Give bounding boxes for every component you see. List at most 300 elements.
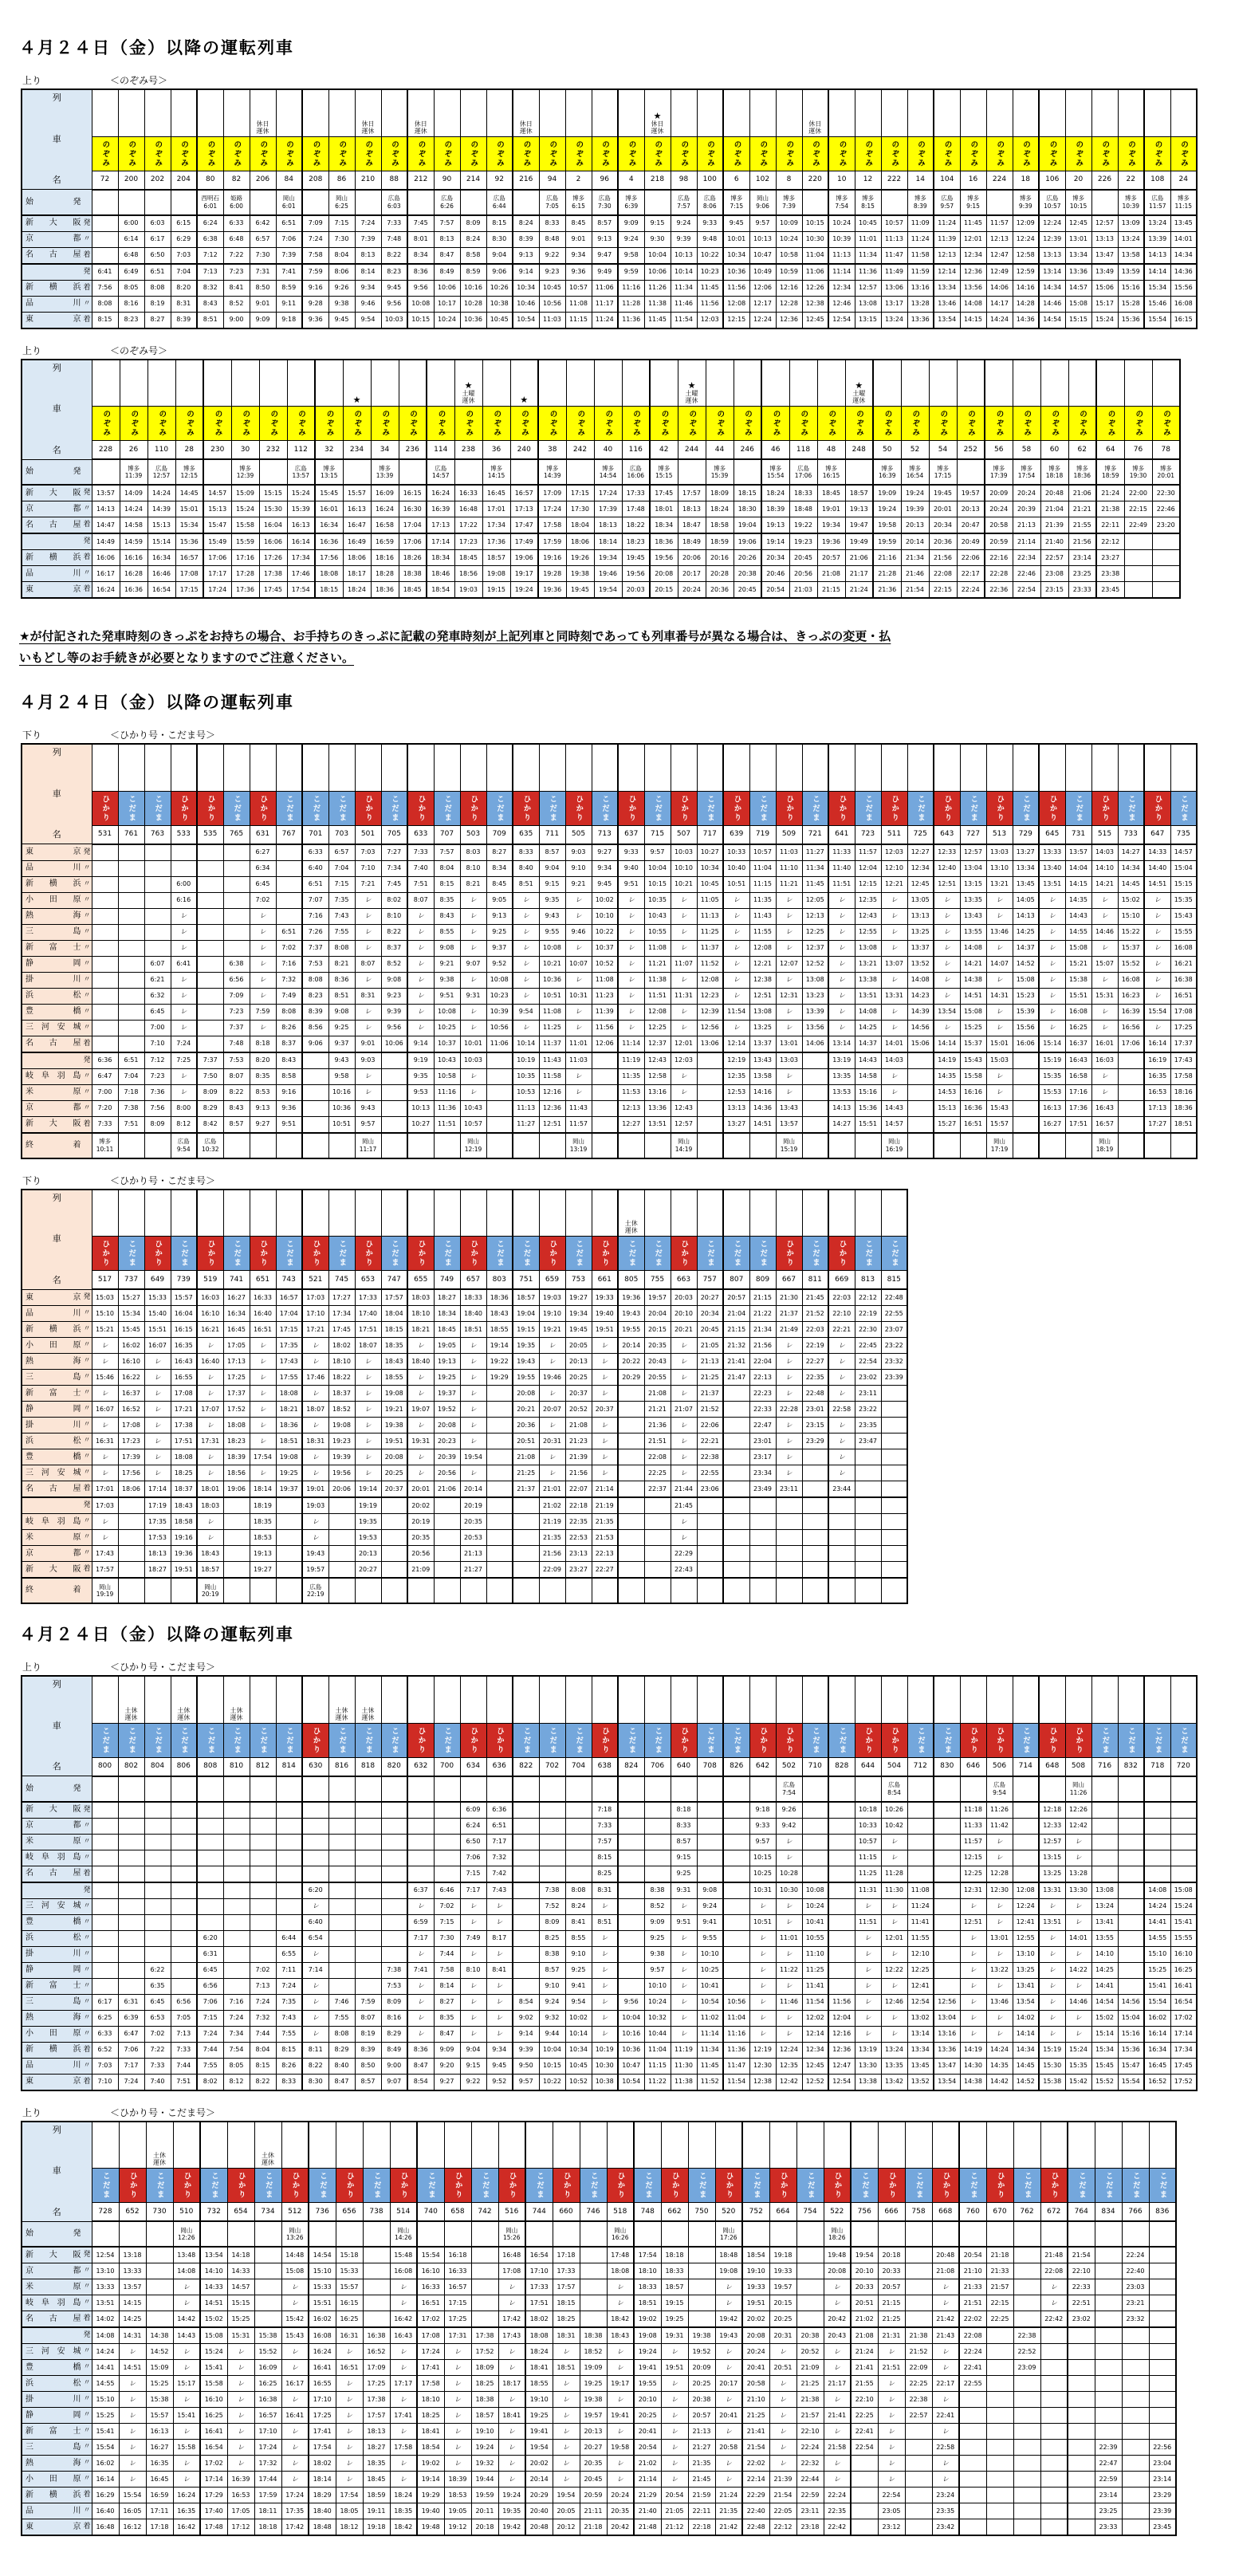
train-type-vertical-text: のぞみ xyxy=(158,410,166,438)
time-cell: 15:22 xyxy=(1118,924,1144,940)
time-cell: 18:31 xyxy=(302,1434,328,1449)
service-note-cell xyxy=(824,2122,851,2169)
service-note-cell xyxy=(276,1190,302,1237)
train-type-vertical-text: こだま xyxy=(838,1727,846,1755)
time-cell: 16:08 xyxy=(1118,972,1144,988)
time-cell: 9:08 xyxy=(381,972,407,988)
time-cell xyxy=(118,190,144,215)
service-note-cell xyxy=(828,744,855,791)
time-cell: 18:23 xyxy=(223,1434,250,1449)
time-cell: 16:57 xyxy=(510,485,538,501)
time-cell xyxy=(390,2221,417,2247)
origin-terminal-line: 12:39 xyxy=(232,472,259,479)
time-cell xyxy=(1118,1116,1144,1133)
time-cell: 18:28 xyxy=(371,566,399,582)
time-cell xyxy=(618,1514,644,1530)
time-cell: 9:57 xyxy=(513,2074,539,2090)
time-cell: 6:33 xyxy=(302,844,328,861)
time-cell: 22:24 xyxy=(1122,2247,1149,2263)
origin-terminal-line: 広島 xyxy=(1145,195,1170,202)
train-type-cell xyxy=(607,2169,634,2203)
train-number-cell: 202 xyxy=(144,171,171,189)
time-cell: 20:21 xyxy=(671,1322,697,1338)
time-cell xyxy=(723,1930,749,1946)
time-cell xyxy=(486,1386,513,1402)
service-note-cell xyxy=(434,89,460,136)
note-line: ★ xyxy=(344,395,371,404)
service-note-cell xyxy=(250,744,276,791)
time-cell: 13:37 xyxy=(749,1036,776,1052)
origin-terminal-line: 博多 xyxy=(316,465,343,472)
time-cell: 10:51 xyxy=(328,1116,355,1133)
time-cell xyxy=(828,1546,855,1562)
time-cell: 8:49 xyxy=(434,264,460,281)
time-cell: レ xyxy=(565,908,592,924)
train-type-vertical-text: のぞみ xyxy=(521,410,529,438)
note-line: 休日 xyxy=(408,120,434,128)
train-type-vertical-text: こだま xyxy=(970,795,977,823)
time-cell: 6:16 xyxy=(171,892,197,908)
time-cell: 9:10 xyxy=(539,1978,565,1994)
time-cell: レ xyxy=(881,972,907,988)
time-cell xyxy=(985,459,1013,485)
time-cell: 13:24 xyxy=(881,312,907,328)
time-cell: 21:22 xyxy=(749,1306,776,1322)
note-line: 運休 xyxy=(171,1714,197,1721)
note-line: 土休 xyxy=(329,1707,355,1714)
train-type-cell xyxy=(147,407,175,441)
time-cell: 7:33 xyxy=(144,2058,171,2074)
time-cell: 16:37 xyxy=(118,1386,144,1402)
station-name xyxy=(22,1373,83,1382)
station-name-char: 東 xyxy=(26,585,33,595)
train-type-vertical-text: のぞみ xyxy=(744,410,752,438)
time-cell: レ xyxy=(828,956,855,972)
station-label xyxy=(22,517,92,533)
time-cell xyxy=(1149,2344,1176,2360)
train-number-cell: 204 xyxy=(171,171,197,189)
train-type-cell xyxy=(618,136,644,171)
time-cell xyxy=(802,1514,828,1530)
time-cell: 15:55 xyxy=(1170,1930,1197,1946)
time-cell xyxy=(901,459,929,485)
station-name-char: 名 xyxy=(26,250,33,260)
time-cell: 12:56 xyxy=(934,1994,960,2010)
station-name xyxy=(22,975,83,985)
time-cell: 8:15 xyxy=(276,2042,302,2058)
time-cell: 8:08 xyxy=(276,1004,302,1020)
time-cell: 11:25 xyxy=(697,924,723,940)
time-cell xyxy=(407,1776,434,1802)
station-label xyxy=(22,566,92,581)
time-cell xyxy=(118,1866,144,1882)
station-name-char: 東 xyxy=(26,2077,33,2086)
time-cell: 11:06 xyxy=(592,280,618,296)
time-cell: 18:58 xyxy=(706,517,734,534)
origin-terminal-line: 16:26 xyxy=(608,2234,634,2241)
time-cell: 7:16 xyxy=(223,1994,250,2010)
time-cell: 7:23 xyxy=(223,264,250,281)
train-number-cell: 820 xyxy=(381,1757,407,1776)
time-cell xyxy=(934,1898,960,1914)
time-cell: 8:18 xyxy=(250,1036,276,1052)
train-type-vertical-text: ひかり xyxy=(891,1727,899,1755)
time-cell: 14:15 xyxy=(119,2295,146,2311)
train-number-cell: 641 xyxy=(828,825,855,844)
time-cell: 17:18 xyxy=(553,2247,580,2263)
station-name xyxy=(22,218,83,228)
train-number-cell: 208 xyxy=(302,171,328,189)
train-type-vertical-text: こだま xyxy=(481,2172,489,2200)
time-cell: 7:24 xyxy=(250,1994,276,2010)
train-number-row xyxy=(22,2203,1176,2221)
train-type-cell xyxy=(118,1237,144,1271)
train-number-cell: 88 xyxy=(381,171,407,189)
time-cell: 10:10 xyxy=(697,1946,723,1962)
station-label xyxy=(22,2311,92,2326)
origin-terminal-line: 博多 xyxy=(1013,465,1040,472)
origin-terminal-line: 岡山 xyxy=(882,1138,907,1145)
time-cell: 16:52 xyxy=(1144,2074,1170,2090)
time-cell: 7:10 xyxy=(355,860,381,876)
time-cell: 15:36 xyxy=(175,533,203,550)
time-cell: レ xyxy=(592,1434,618,1449)
time-cell: 11:19 xyxy=(671,2042,697,2058)
time-cell: 23:03 xyxy=(1122,2279,1149,2295)
arrive-depart-mark: 〃 xyxy=(83,1389,92,1397)
time-cell: 22:03 xyxy=(828,1289,855,1306)
service-note-cell xyxy=(118,1676,144,1723)
train-type-vertical-text: こだま xyxy=(654,1240,662,1268)
time-cell: 6:52 xyxy=(92,2042,118,2058)
time-cell: 16:02 xyxy=(309,2311,336,2328)
time-cell: 15:34 xyxy=(1091,2042,1118,2058)
time-cell: 18:34 xyxy=(434,1306,460,1322)
time-cell xyxy=(118,1818,144,1834)
time-cell: 7:41 xyxy=(276,264,302,281)
station-name-char: 小 xyxy=(26,895,33,905)
time-cell xyxy=(276,1898,302,1914)
station-label-cell xyxy=(22,956,92,972)
time-cell: 7:06 xyxy=(118,2042,144,2058)
arrive-depart-mark: 着 xyxy=(83,1485,92,1493)
station-name xyxy=(22,1965,83,1975)
train-type-vertical-text: ひかり xyxy=(1048,1727,1056,1755)
time-cell xyxy=(618,1449,644,1465)
train-type-cell xyxy=(592,791,618,825)
time-cell xyxy=(223,1882,250,1899)
time-cell: 18:24 xyxy=(525,2344,553,2360)
time-cell: 7:04 xyxy=(171,264,197,281)
time-cell: 9:02 xyxy=(513,2010,539,2026)
origin-terminal-line: 19:19 xyxy=(92,1591,118,1598)
station-row xyxy=(22,908,1197,924)
time-cell: 19:28 xyxy=(538,566,566,582)
time-cell: レ xyxy=(460,1898,486,1914)
time-cell: 12:45 xyxy=(1065,215,1091,232)
time-cell xyxy=(644,1802,671,1819)
time-cell: レ xyxy=(144,1465,171,1481)
service-note-cell xyxy=(390,2122,417,2169)
time-cell: レ xyxy=(986,908,1013,924)
train-type-vertical-text: こだま xyxy=(1127,1727,1135,1755)
time-cell: 21:08 xyxy=(565,1418,592,1434)
service-note-cell xyxy=(618,744,644,791)
time-cell: 19:06 xyxy=(223,1481,250,1498)
time-cell: 10:56 xyxy=(539,296,565,312)
train-type-cell xyxy=(553,2169,580,2203)
time-cell: 14:40 xyxy=(1144,860,1170,876)
time-cell: 14:24 xyxy=(986,2042,1013,2058)
service-note-cell xyxy=(417,2122,444,2169)
time-cell: レ xyxy=(881,1020,907,1036)
time-cell xyxy=(223,190,250,215)
time-cell xyxy=(171,1898,197,1914)
time-cell: レ xyxy=(671,1084,697,1100)
time-cell: 19:55 xyxy=(618,1322,644,1338)
time-cell: レ xyxy=(881,1946,907,1962)
time-cell: 12:47 xyxy=(986,247,1013,264)
time-cell: 14:27 xyxy=(1118,844,1144,861)
time-cell: 9:18 xyxy=(749,1802,776,1819)
time-cell: レ xyxy=(407,2026,434,2042)
time-cell: 10:26 xyxy=(881,1802,907,1819)
train-number-cell: 809 xyxy=(749,1271,776,1289)
time-cell: 8:31 xyxy=(592,1882,618,1899)
origin-terminal-line: 岡山 xyxy=(198,1583,223,1591)
time-cell: レ xyxy=(1091,1004,1118,1020)
time-cell: 8:41 xyxy=(223,280,250,296)
note-line: ★ xyxy=(678,381,706,390)
origin-terminal-line: 17:15 xyxy=(930,472,957,479)
time-cell: レ xyxy=(671,1994,697,2010)
origin-terminal-line: 博多 xyxy=(706,465,734,472)
train-type-vertical-text: こだま xyxy=(861,2172,869,2200)
time-cell: 21:23 xyxy=(565,1434,592,1449)
station-name-char: 岐 xyxy=(26,1517,33,1527)
header-notes-row xyxy=(22,1676,1197,1723)
time-cell: 21:52 xyxy=(802,1306,828,1322)
arrive-depart-mark: 〃 xyxy=(83,976,92,984)
station-row xyxy=(22,1084,1197,1100)
time-cell: レ xyxy=(1039,956,1065,972)
time-cell xyxy=(688,2247,715,2263)
service-note-cell xyxy=(513,1190,539,1237)
station-label xyxy=(22,973,92,988)
time-cell xyxy=(223,1978,250,1994)
time-cell: 20:24 xyxy=(1013,485,1040,501)
train-number-cell: 230 xyxy=(203,441,231,459)
station-label-cell xyxy=(22,1776,92,1802)
time-cell: 16:47 xyxy=(343,517,371,534)
station-label xyxy=(22,1465,92,1481)
time-cell: 14:08 xyxy=(855,1004,881,1020)
station-label xyxy=(22,909,92,924)
time-cell: 12:27 xyxy=(618,1116,644,1133)
time-cell: 20:48 xyxy=(1040,485,1068,501)
time-cell: 10:02 xyxy=(565,2010,592,2026)
time-cell: 6:21 xyxy=(144,972,171,988)
time-cell: 22:30 xyxy=(855,1322,881,1338)
station-label-cell xyxy=(22,2026,92,2042)
time-cell: 14:42 xyxy=(986,2074,1013,2090)
time-cell xyxy=(776,1776,802,1802)
train-type-vertical-text: こだま xyxy=(128,1240,136,1268)
time-cell: 17:30 xyxy=(566,501,594,517)
time-cell xyxy=(144,1882,171,1899)
time-cell: レ xyxy=(671,1530,697,1546)
station-name-char: 新 xyxy=(26,2251,33,2260)
time-cell: 12:35 xyxy=(776,2058,802,2074)
time-cell xyxy=(434,190,460,215)
train-type-cell xyxy=(200,2169,227,2203)
time-cell: 8:37 xyxy=(276,1036,302,1052)
time-cell xyxy=(1170,1776,1197,1802)
time-cell: 14:34 xyxy=(1039,280,1065,296)
time-cell: 22:46 xyxy=(1013,566,1040,582)
time-cell: 15:56 xyxy=(1013,1020,1039,1036)
time-cell: レ xyxy=(828,1386,855,1402)
time-cell: 10:53 xyxy=(513,1084,539,1100)
time-cell xyxy=(328,1497,355,1514)
time-cell: レ xyxy=(671,1418,697,1434)
station-row xyxy=(22,2344,1176,2360)
station-row xyxy=(22,1386,907,1402)
station-name xyxy=(22,911,83,921)
time-cell: 19:37 xyxy=(276,1481,302,1498)
time-cell: 9:21 xyxy=(565,876,592,892)
train-type-vertical-text: ひかり xyxy=(364,795,372,823)
time-cell: 16:19 xyxy=(1144,1052,1170,1069)
train-number-cell: 206 xyxy=(250,171,276,189)
train-type-vertical-text: こだま xyxy=(155,2172,163,2200)
station-label xyxy=(22,877,92,892)
time-cell xyxy=(580,2221,607,2247)
time-cell: 19:21 xyxy=(381,1402,407,1418)
time-cell: レ xyxy=(1039,908,1065,924)
time-cell: 8:47 xyxy=(434,247,460,264)
arrive-depart-mark: 〃 xyxy=(83,1325,92,1333)
time-cell xyxy=(634,2221,661,2247)
time-cell: 20:35 xyxy=(407,1530,434,1546)
train-type-cell xyxy=(855,1237,881,1271)
station-label xyxy=(22,1850,92,1866)
train-number-cell: 64 xyxy=(1096,441,1124,459)
time-cell: レ xyxy=(1039,1978,1065,1994)
station-label-cell xyxy=(22,1133,92,1158)
time-cell: 16:24 xyxy=(427,485,454,501)
time-cell xyxy=(538,459,566,485)
arrive-depart-mark: 着 xyxy=(83,521,92,529)
time-cell xyxy=(171,1802,197,1819)
time-cell: 11:39 xyxy=(934,231,960,247)
time-cell: レ xyxy=(881,1834,907,1850)
time-cell: 15:25 xyxy=(960,1020,986,1036)
time-cell: 14:10 xyxy=(1091,1946,1118,1962)
train-number-cell: 715 xyxy=(644,825,671,844)
time-cell xyxy=(905,2311,932,2328)
time-cell: レ xyxy=(855,2010,881,2026)
service-note-cell xyxy=(749,1676,776,1723)
time-cell: 11:25 xyxy=(539,1020,565,1036)
train-type-cell xyxy=(539,1237,565,1271)
time-cell: レ xyxy=(1039,892,1065,908)
train-number-cell: 519 xyxy=(197,1271,223,1289)
time-cell: 6:56 xyxy=(171,1994,197,2010)
time-cell xyxy=(1124,550,1152,566)
time-cell: 20:58 xyxy=(985,517,1013,534)
time-cell: 12:35 xyxy=(855,892,881,908)
time-cell: 7:55 xyxy=(276,2026,302,2042)
time-cell: 10:16 xyxy=(618,2026,644,2042)
time-cell: 13:52 xyxy=(907,956,934,972)
train-type-cell xyxy=(309,2169,336,2203)
time-cell xyxy=(144,908,171,924)
time-cell: 16:09 xyxy=(371,485,399,501)
time-cell: 20:06 xyxy=(328,1481,355,1498)
time-cell xyxy=(565,1834,592,1850)
arrive-depart-mark: 着 xyxy=(83,251,92,259)
time-cell xyxy=(828,1562,855,1579)
time-cell xyxy=(618,1434,644,1449)
station-label xyxy=(22,2360,92,2375)
time-cell: 13:38 xyxy=(855,2074,881,2090)
station-label xyxy=(22,1931,92,1946)
time-cell: 12:51 xyxy=(749,988,776,1004)
time-cell: 19:38 xyxy=(688,2327,715,2344)
time-cell: レ xyxy=(1144,972,1170,988)
station-label xyxy=(22,1036,92,1052)
station-row xyxy=(22,972,1197,988)
time-cell xyxy=(276,1914,302,1930)
train-number-cell: 723 xyxy=(855,825,881,844)
train-type-vertical-text: ひかり xyxy=(417,1727,425,1755)
time-cell: 19:14 xyxy=(761,533,789,550)
time-cell xyxy=(144,1914,171,1930)
time-cell: レ xyxy=(498,2295,525,2311)
time-cell xyxy=(223,908,250,924)
time-cell xyxy=(118,876,144,892)
service-note-cell xyxy=(934,89,960,136)
time-cell: レ xyxy=(460,1418,486,1434)
time-cell: 17:48 xyxy=(607,2247,634,2263)
time-cell xyxy=(592,1776,618,1802)
train-type-cell xyxy=(328,136,355,171)
time-cell: 12:36 xyxy=(539,1100,565,1116)
header-notes-row xyxy=(22,744,1197,791)
time-cell: 23:21 xyxy=(1122,2295,1149,2311)
time-cell: 9:09 xyxy=(644,1914,671,1930)
time-cell: レ xyxy=(671,1386,697,1402)
time-cell: 17:03 xyxy=(92,1497,118,1514)
origin-terminal-line: 岡山 xyxy=(750,195,776,202)
time-cell: レ xyxy=(302,1898,328,1914)
train-type-cell xyxy=(986,791,1013,825)
origin-terminal-line: 13:26 xyxy=(282,2234,309,2241)
station-name-char: 河 xyxy=(41,1023,49,1032)
train-type-cell xyxy=(986,1723,1013,1757)
time-cell: レ xyxy=(171,988,197,1004)
time-cell: 21:53 xyxy=(592,1530,618,1546)
origin-terminal-line: 博多 xyxy=(232,465,259,472)
train-number-cell: 754 xyxy=(796,2203,824,2221)
time-cell: 14:24 xyxy=(986,312,1013,328)
time-cell: 7:20 xyxy=(92,1100,118,1116)
time-cell: 14:34 xyxy=(1118,860,1144,876)
service-note-cell xyxy=(407,744,434,791)
service-note-cell xyxy=(1144,89,1170,136)
train-type-cell xyxy=(486,136,513,171)
